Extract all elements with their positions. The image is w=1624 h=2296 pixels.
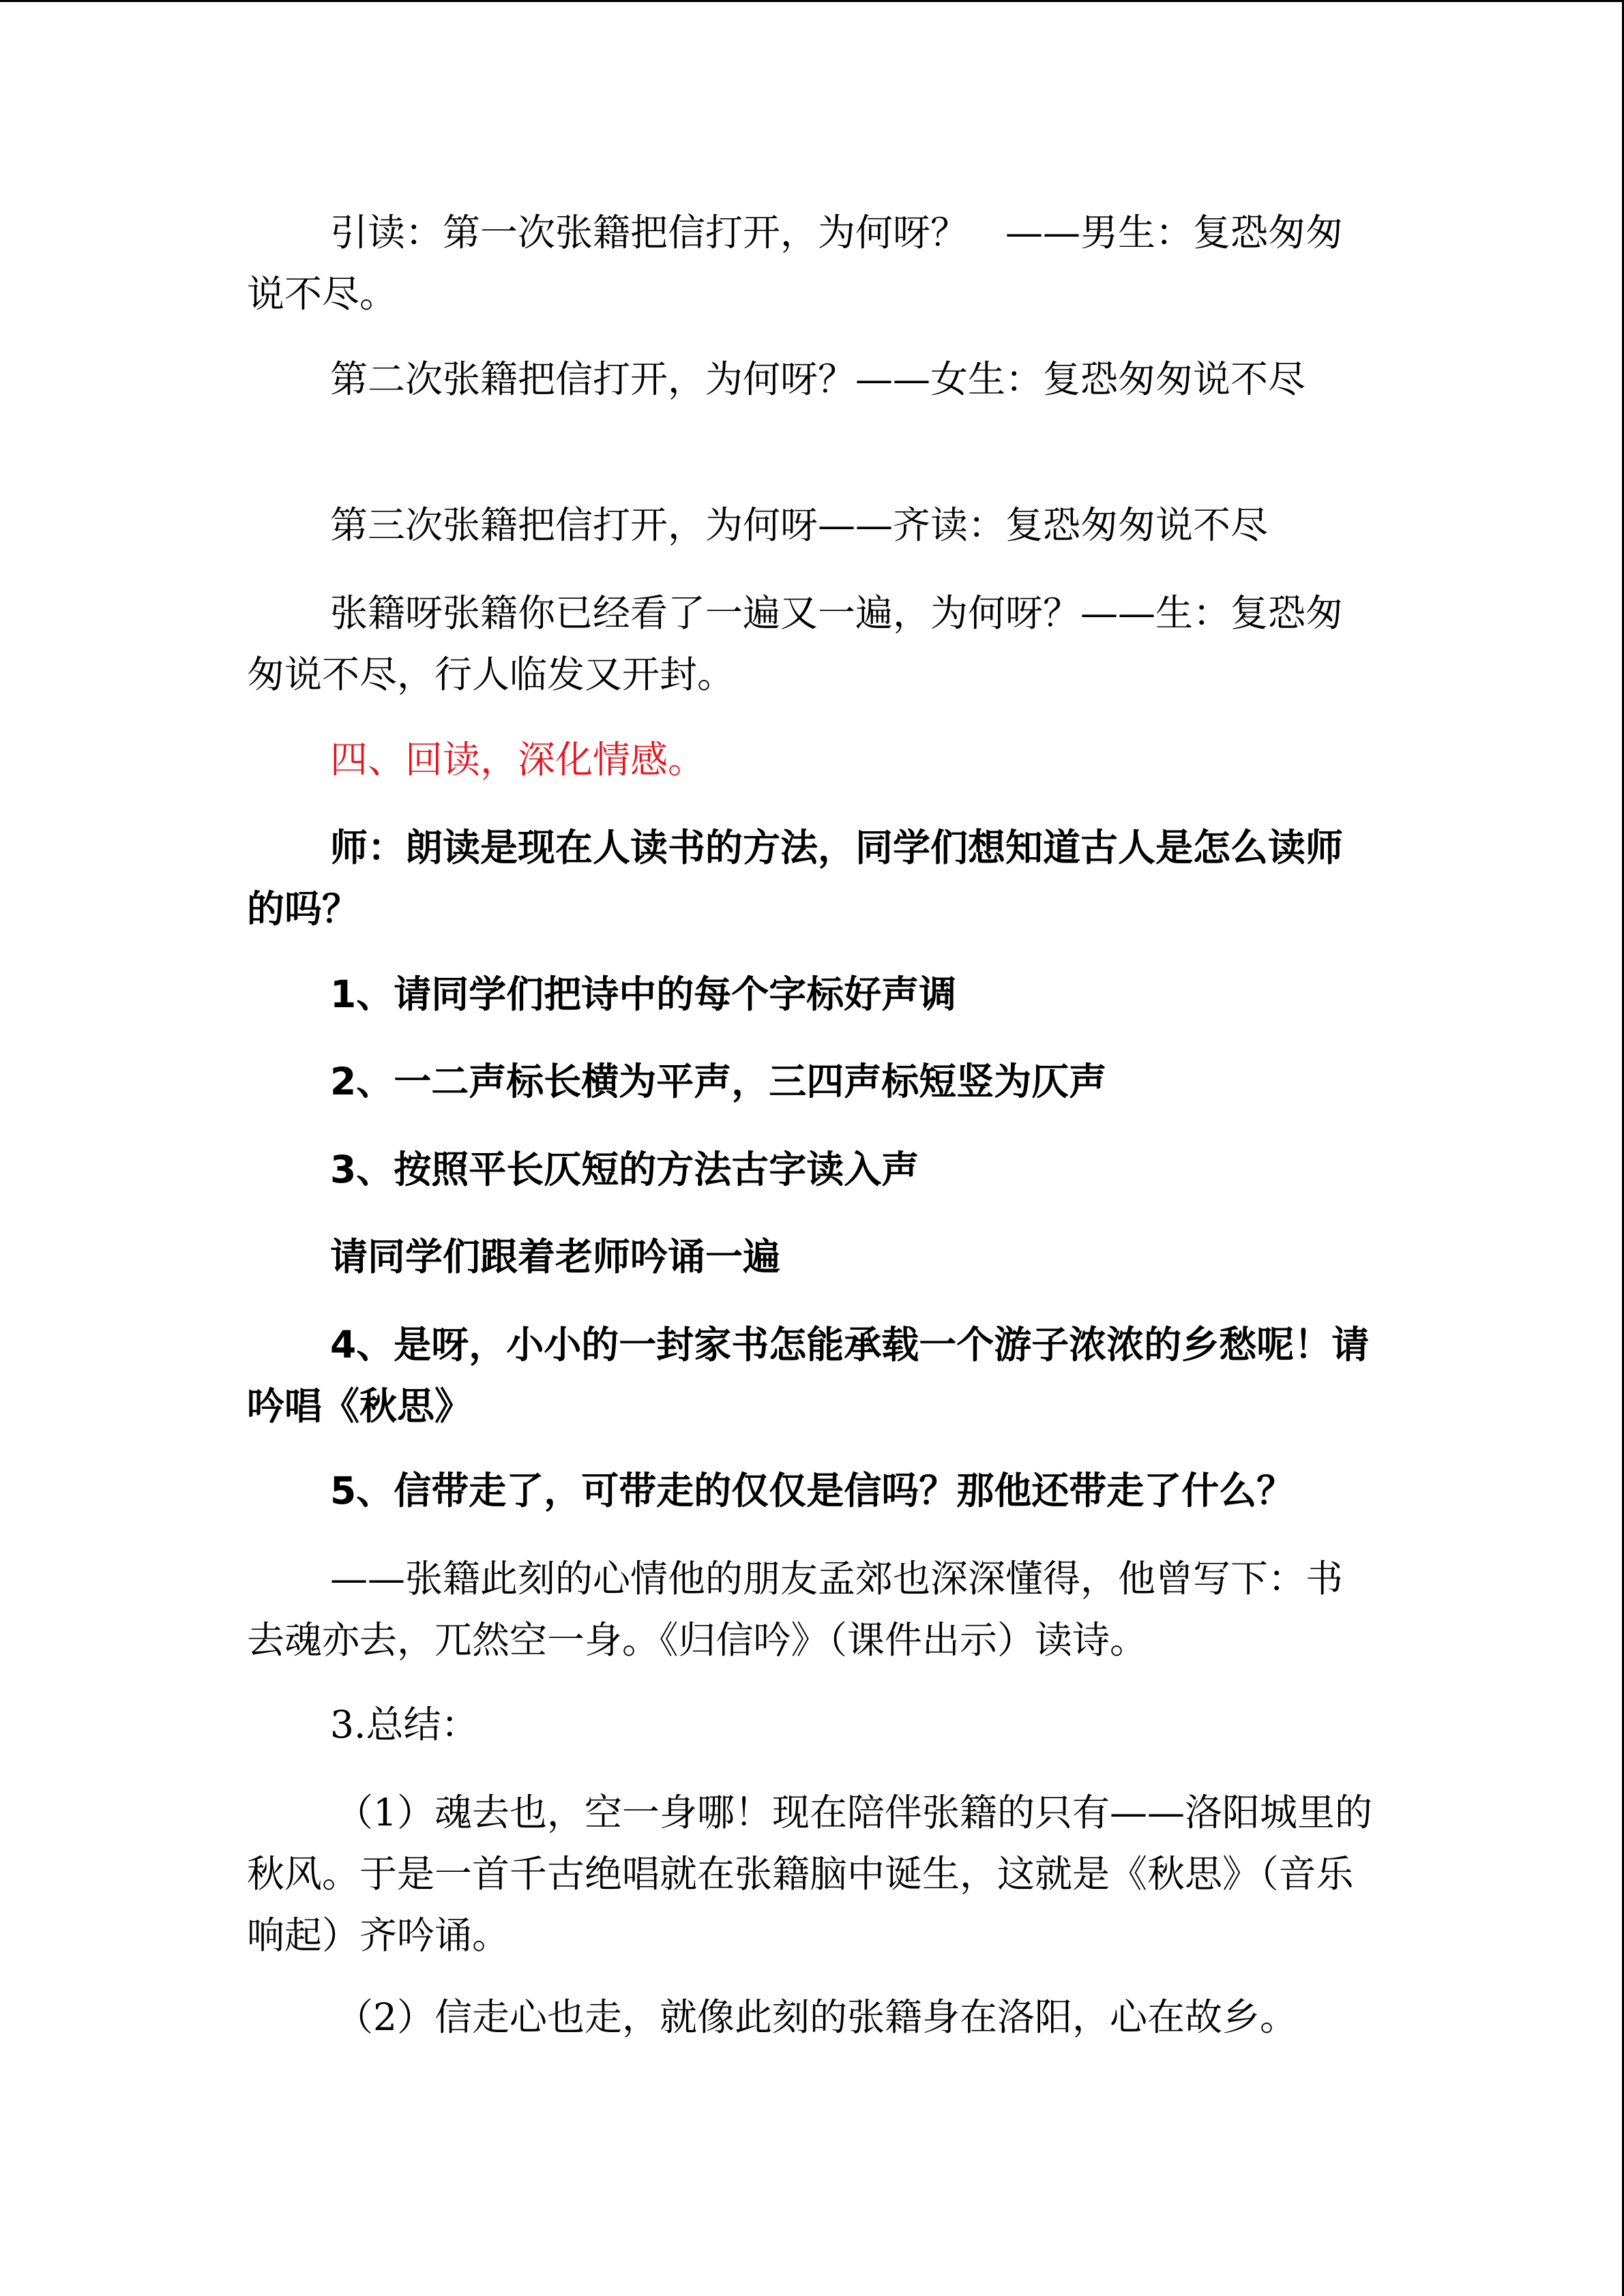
paragraph-teacher-intro: 师：朗读是现在人读书的方法，同学们想知道古人是怎么读师的吗？	[247, 826, 1344, 931]
paragraph-meng-jiao: ——张籍此刻的心情他的朋友孟郊也深深懂得，他曾写下：书去魂亦去，兀然空一身。《归信吟》（课件出示）读诗。	[247, 1557, 1344, 1662]
paragraph-guided-reading-3: 第三次张籍把信打开，为何呀——齐读：复恐匆匆说不尽	[330, 503, 1269, 547]
list-item-3: 3、按照平长仄短的方法古字读入声	[330, 1148, 919, 1191]
list-item-2: 2、一二声标长横为平声，三四声标短竖为仄声	[330, 1060, 1107, 1103]
paragraph-guided-reading-4: 张籍呀张籍你已经看了一遍又一遍，为何呀？——生：复恐匆匆说不尽，行人临发又开封。	[247, 591, 1344, 696]
paragraph-recite-together: 请同学们跟着老师吟诵一遍	[330, 1235, 781, 1279]
list-item-5: 5、信带走了，可带走的仅仅是信吗？那他还带走了什么？	[330, 1469, 1295, 1512]
paragraph-guided-reading-2: 第二次张籍把信打开，为何呀？——女生：复恐匆匆说不尽	[330, 357, 1306, 401]
list-item-1: 1、请同学们把诗中的每个字标好声调	[330, 972, 957, 1016]
summary-point-1: （1）魂去也，空一身哪！现在陪伴张籍的只有——洛阳城里的秋风。于是一首千古绝唱就在张籍脑中诞生，这就是《秋思》（音乐响起）齐吟诵。	[247, 1791, 1372, 1957]
list-item-4: 4、是呀，小小的一封家书怎能承载一个游子浓浓的乡愁呢！请吟唱《秋思》	[247, 1323, 1370, 1428]
section-heading-4: 四、回读，深化情感。	[330, 738, 706, 781]
paragraph-guided-reading-1: 引读：第一次张籍把信打开，为何呀？ ——男生：复恐匆匆说不尽。	[247, 211, 1344, 316]
summary-point-2: （2）信走心也走，就像此刻的张籍身在洛阳，心在故乡。	[336, 1995, 1297, 2039]
summary-heading: 3.总结：	[330, 1703, 479, 1746]
